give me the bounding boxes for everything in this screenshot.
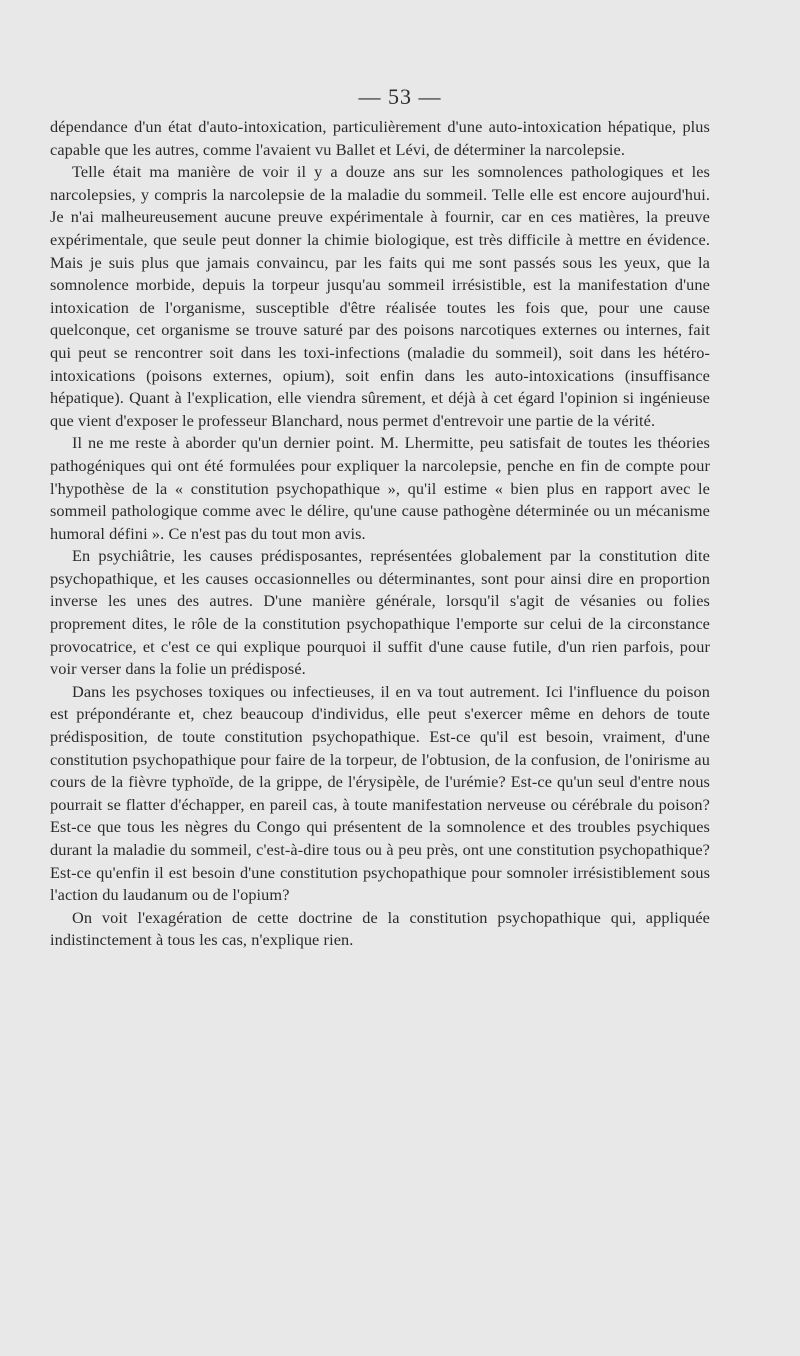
- paragraph: En psychiâtrie, les causes prédisposantes, représentées globalement par la constitution dite psychopathique, et les causes occasionnelles ou déterminantes, sont pour ainsi dire en proportion inverse les unes des autres. D'une manière générale, lorsqu'il s'agit de vésanies ou folies proprement dites, le rôle de la constitution psychopathique l'emporte sur celui de la circonstance provocatrice, et c'est ce qui explique pourquoi il suffit d'une cause futile, d'un rien parfois, pour voir verser dans la folie un prédisposé.: [50, 546, 710, 679]
- paragraph: Il ne me reste à aborder qu'un dernier point. M. Lhermitte, peu satisfait de toutes les théories pathogéniques qui ont été formulées pour expliquer la narcolepsie, penche en fin de compte pour l'hypothèse de la « constitution psychopathique », qu'il estime « bien plus en rapport avec le sommeil pathologique comme avec le délire, qu'une cause pathogène déterminée ou un mécanisme humoral défini ». Ce n'est pas du tout mon avis.: [50, 433, 710, 543]
- paragraph: dépendance d'un état d'auto-intoxication, particulièrement d'une auto-intoxication hépatique, plus capable que les autres, comme l'avaient vu Ballet et Lévi, de déterminer la narcolepsie.: [50, 117, 710, 159]
- paragraph: Telle était ma manière de voir il y a douze ans sur les somnolences pathologiques et les narcolepsies, y compris la narcolepsie de la maladie du sommeil. Telle elle est encore aujourd'hui. Je n'ai malheureusement aucune preuve expérimentale à fournir, car en ces matières, la preuve expérimentale, que seule peut donner la chimie biologique, est très difficile à mettre en évidence. Mais je suis plus que jamais convaincu, par les faits qui me sont passés sous les yeux, que la somnolence morbide, depuis la torpeur jusqu'au sommeil irrésistible, est la manifestation d'une intoxication de l'organisme, susceptible d'être réalisée toutes les fois que, pour une cause quelconque, cet organisme se trouve saturé par des poisons narcotiques externes ou internes, fait qui peut se rencontrer soit dans les toxi-infections (maladie du sommeil), soit dans les hétéro-intoxications (poisons externes, opium), soit enfin dans les auto-intoxications (insuffisance hépatique). Quant à l'explication, elle viendra sûrement, et déjà à cet égard l'opinion si ingénieuse que vient d'exposer le professeur Blanchard, nous permet d'entrevoir une partie de la vérité.: [50, 162, 710, 430]
- paragraph: Dans les psychoses toxiques ou infectieuses, il en va tout autrement. Ici l'influence du poison est prépondérante et, chez beaucoup d'individus, elle peut s'exercer même en dehors de toute prédisposition, de toute constitution psychopathique. Est-ce qu'il est besoin, vraiment, d'une constitution psychopathique pour faire de la torpeur, de l'obtusion, de la confusion, de l'onirisme au cours de la fièvre typhoïde, de la grippe, de l'érysipèle, de l'urémie? Est-ce qu'un seul d'entre nous pourrait se flatter d'échapper, en pareil cas, à toute manifestation nerveuse ou cérébrale du poison? Est-ce que tous les nègres du Congo qui présentent de la somnolence et des troubles psychiques durant la maladie du sommeil, c'est-à-dire tous ou à peu près, ont une constitution psychopathique? Est-ce qu'enfin il est besoin d'une constitution psychopathique pour somnoler irrésistiblement sous l'action du laudanum ou de l'opium?: [50, 681, 710, 905]
- body-text: [50, 116, 710, 952]
- page-number: — 53 —: [358, 84, 442, 109]
- paragraph: On voit l'exagération de cette doctrine de la constitution psychopathique qui, appliquée indistinctement à tous les cas, n'explique rien.: [50, 907, 710, 950]
